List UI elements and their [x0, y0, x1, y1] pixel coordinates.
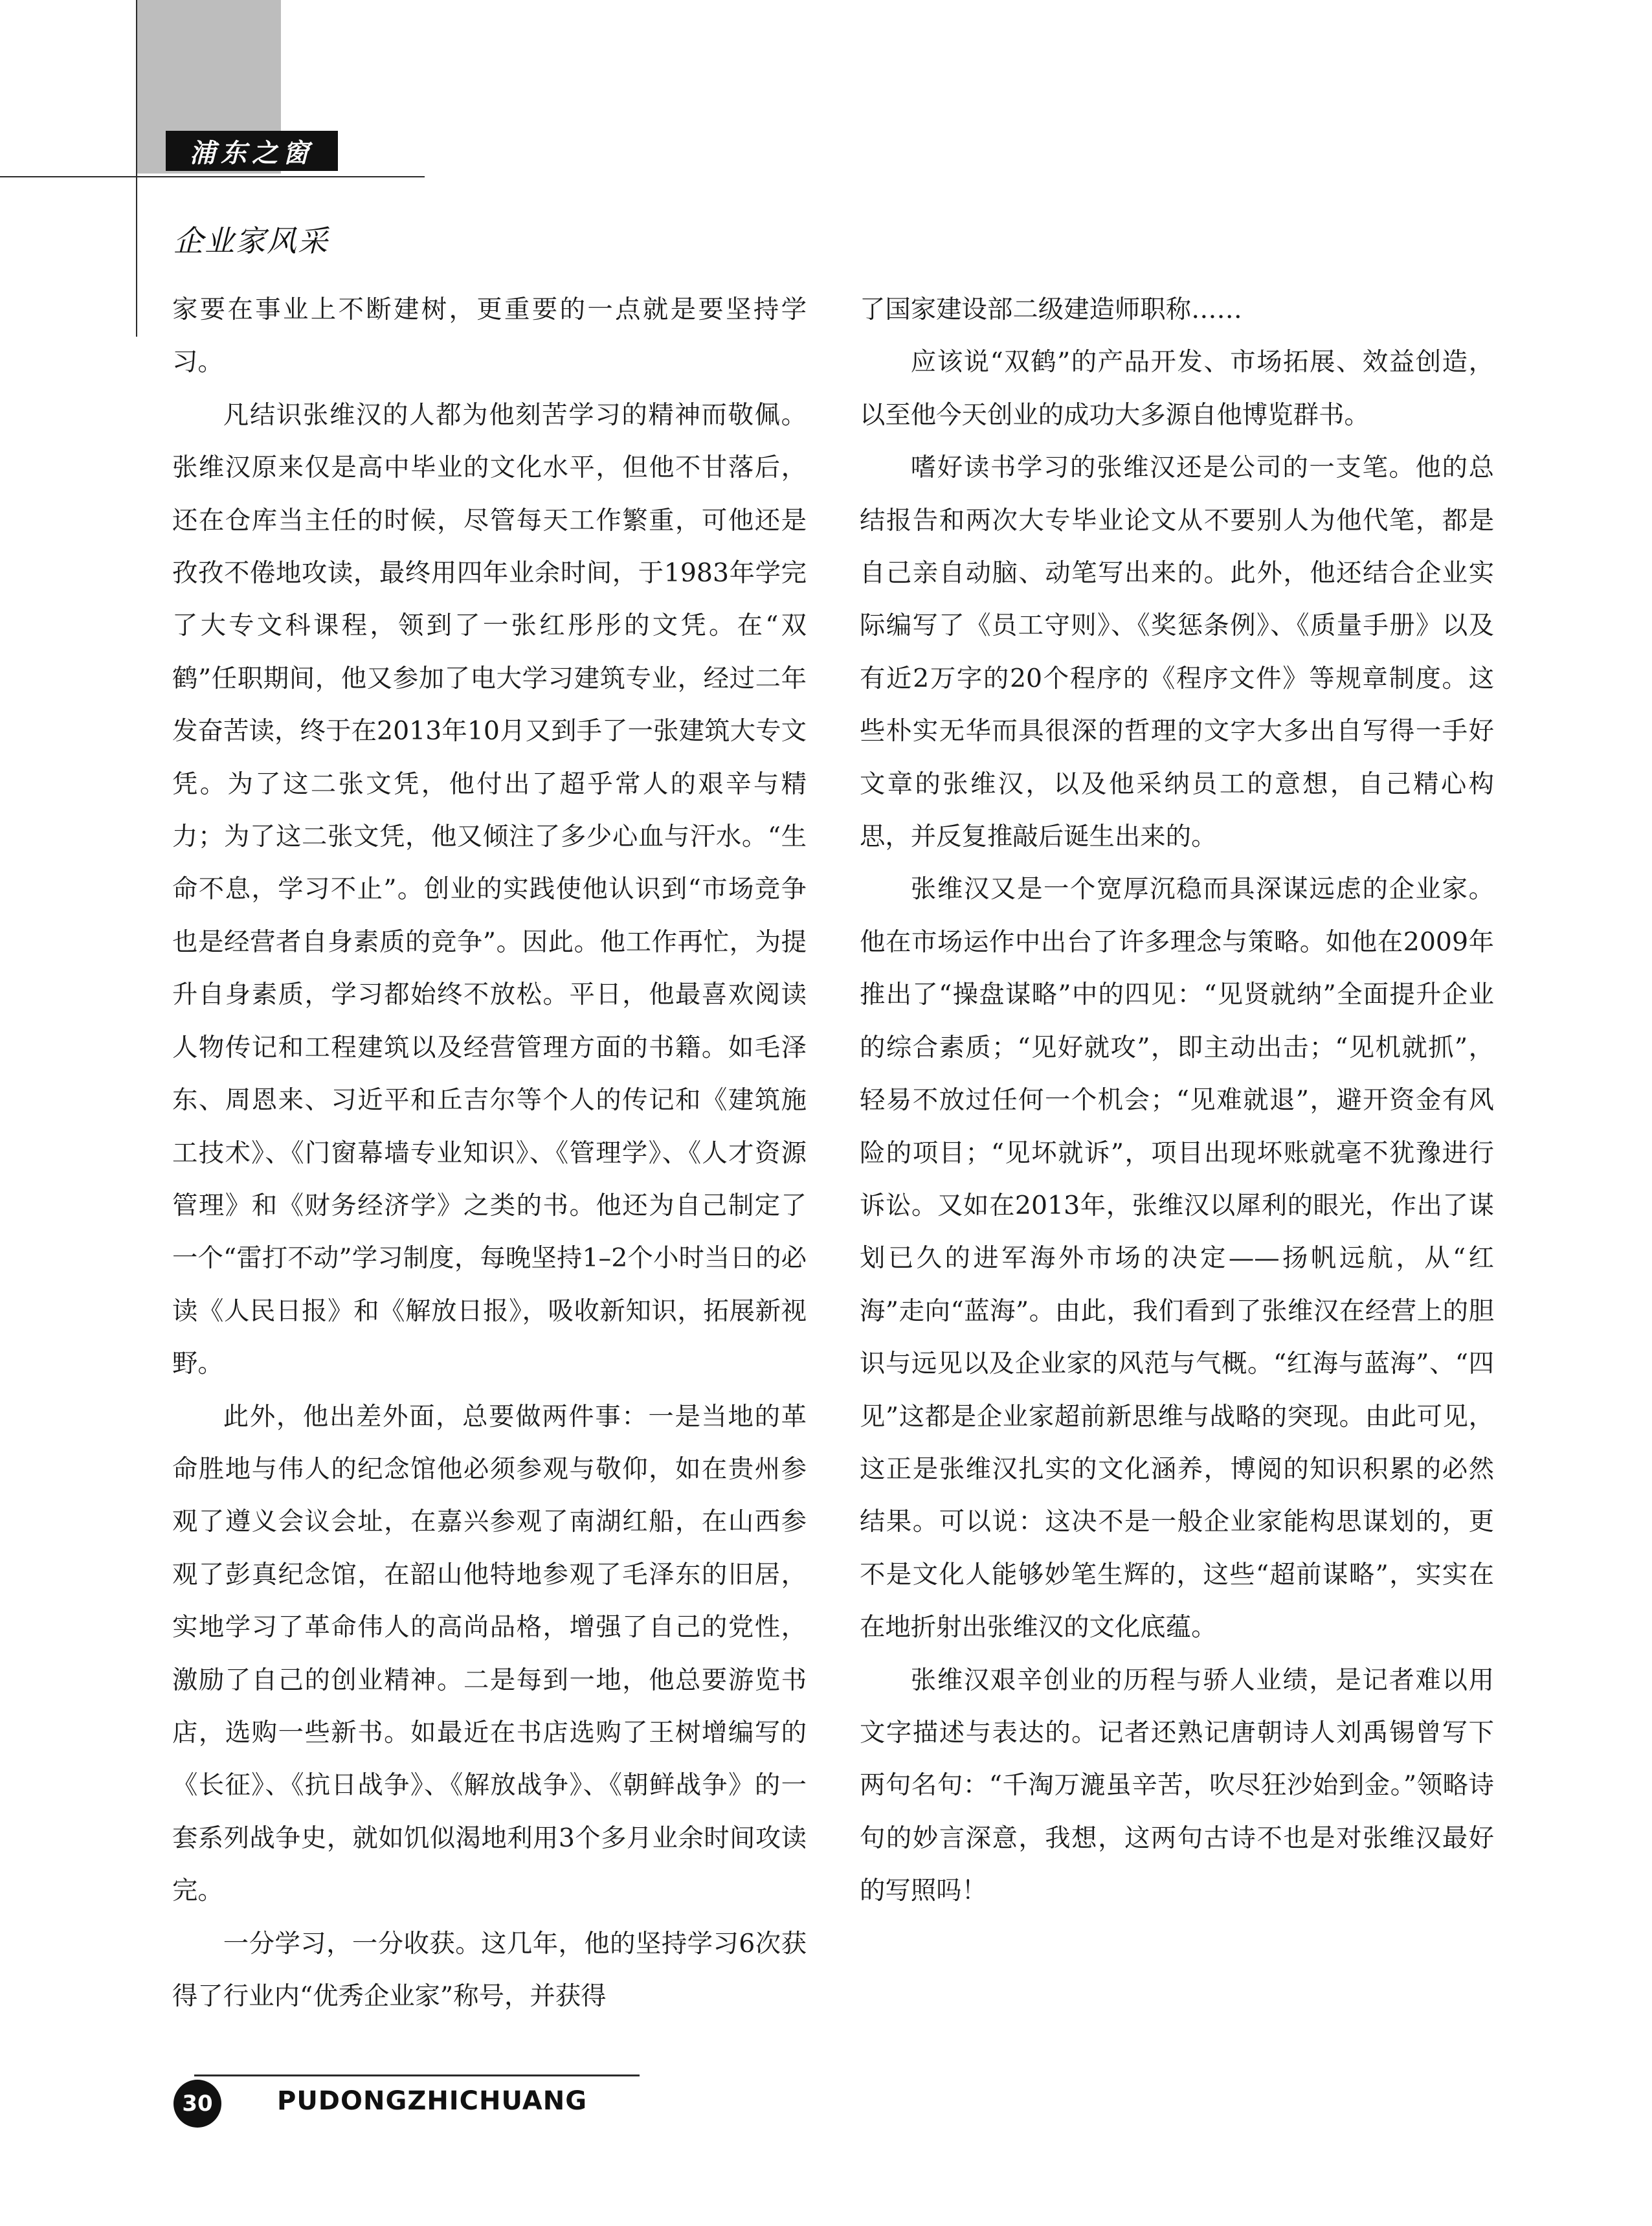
- paragraph: 嗜好读书学习的张维汉还是公司的一支笔。他的总结报告和两次大专毕业论文从不要别人为他代笔，都是自己亲自动脑、动笔写出来的。此外，他还结合企业实际编写了《员工守则》、《奖惩条例》、《质量手册》以及有近2万字的20个程序的《程序文件》等规章制度。这些朴实无华而具很深的哲理的文字大多出自写得一手好文章的张维汉，以及他采纳员工的意想，自己精心构思，并反复推敲后诞生出来的。: [860, 453, 1494, 852]
- paragraph: 张维汉又是一个宽厚沉稳而具深谋远虑的企业家。他在市场运作中出台了许多理念与策略。如他在2009年推出了“操盘谋略”中的四见：“见贤就纳”全面提升企业的综合素质；“见好就攻”，即主动出击；“见机就抓”，轻易不放过任何一个机会；“见难就退”，避开资金有风险的项目；“见坏就诉”，项目出现坏账就毫不犹豫进行诉讼。又如在2013年，张维汉以犀利的眼光，作出了谋划已久的进军海外市场的决定——扬帆远航，从“红海”走向“蓝海”。由此，我们看到了张维汉在经营上的胆识与远见以及企业家的风范与气概。“红海与蓝海”、“四见”这都是企业家超前新思维与战略的突现。由此可见，这正是张维汉扎实的文化涵养，博阅的知识积累的必然结果。可以说：这决不是一般企业家能构思谋划的，更不是文化人能够妙笔生辉的，这些“超前谋略”，实实在在地折射出张维汉的文化底蕴。: [860, 874, 1494, 1643]
- paragraph: 一分学习，一分收获。这几年，他的坚持学习6次获得了行业内“优秀企业家”称号，并获得: [172, 1928, 807, 2011]
- header-horizontal-rule: [0, 176, 425, 177]
- header-vertical-rule: [136, 0, 137, 337]
- magazine-logo: 浦东之窗: [166, 131, 338, 171]
- paragraph: 此外，他出差外面，总要做两件事：一是当地的革命胜地与伟人的纪念馆他必须参观与敬仰，如在贵州参观了遵义会议会址，在嘉兴参观了南湖红船，在山西参观了彭真纪念馆，在韶山他特地参观了毛泽东的旧居，实地学习了革命伟人的高尚品格，增强了自己的党性，激励了自己的创业精神。二是每到一地，他总要游览书店，选购一些新书。如最近在书店选购了王树增编写的《长征》、《抗日战争》、《解放战争》、《朝鲜战争》的一套系列战争史，就如饥似渴地利用3个多月业余时间攻读完。: [172, 1401, 807, 1906]
- paragraph: 张维汉艰辛创业的历程与骄人业绩，是记者难以用文字描述与表达的。记者还熟记唐朝诗人刘禹锡曾写下两句名句：“千淘万漉虽辛苦，吹尽狂沙始到金。”领略诗句的妙言深意，我想，这两句古诗不也是对张维汉最好的写照吗！: [860, 1665, 1494, 1906]
- paragraph: 了国家建设部二级建造师职称……: [860, 295, 1242, 324]
- footer-rule: [194, 2074, 640, 2076]
- paragraph: 家要在事业上不断建树，更重要的一点就是要坚持学习。: [172, 295, 807, 377]
- paragraph: 凡结识张维汉的人都为他刻苦学习的精神而敬佩。张维汉原来仅是高中毕业的文化水平，但他不甘落后，还在仓库当主任的时候，尽管每天工作繁重，可他还是孜孜不倦地攻读，最终用四年业余时间，于1983年学完了大专文科课程，领到了一张红彤彤的文凭。在“双鹤”任职期间，他又参加了电大学习建筑专业，经过二年发奋苦读，终于在2013年10月又到手了一张建筑大专文凭。为了这二张文凭，他付出了超乎常人的艰辛与精力；为了这二张文凭，他又倾注了多少心血与汗水。“生命不息，学习不止”。创业的实践使他认识到“市场竞争也是经营者自身素质的竞争”。因此。他工作再忙，为提升自身素质，学习都始终不放松。平日，他最喜欢阅读人物传记和工程建筑以及经营管理方面的书籍。如毛泽东、周恩来、习近平和丘吉尔等个人的传记和《建筑施工技术》、《门窗幕墙专业知识》、《管理学》、《人才资源管理》和《财务经济学》之类的书。他还为自己制定了一个“雷打不动”学习制度，每晚坚持1–2个小时当日的必读《人民日报》和《解放日报》，吸收新知识，拓展新视野。: [172, 399, 807, 1379]
- paragraph: 应该说“双鹤”的产品开发、市场拓展、效益创造，以至他今天创业的成功大多源自他博览群书。: [860, 347, 1494, 430]
- page-number-badge: 30: [173, 2080, 221, 2128]
- section-title: 企业家风采: [173, 223, 329, 258]
- footer-magazine-name: PUDONGZHICHUANG: [277, 2086, 588, 2116]
- right-column: [860, 284, 1494, 1918]
- left-column: [172, 284, 807, 2023]
